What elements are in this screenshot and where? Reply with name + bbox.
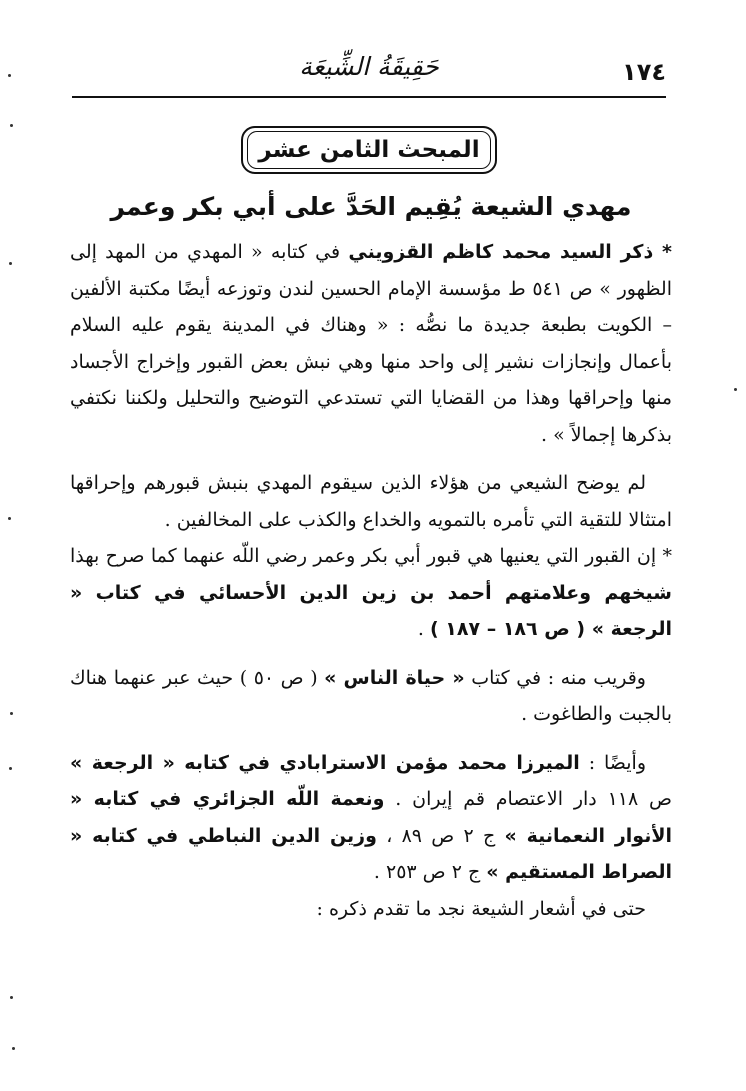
paragraph-5-segment-4: ونعمة اللّه الجزائري في كتابه « الأنوار النعمانية »	[70, 788, 673, 847]
paragraph-4-segment-2: « حياة الناس »	[324, 666, 465, 689]
running-title: حَقِيقَةُ الشِّيعَة	[299, 52, 439, 81]
section-title: المبحث الثامن عشر	[258, 137, 480, 163]
paragraph-3-segment-2: شيخهم وعلامتهم أحمد بن زين الدين الأحسائي في كتاب « الرجعة » ( ص ١٨٦ – ١٨٧ )	[70, 581, 672, 640]
chapter-heading: مهدي الشيعة يُقِيم الحَدَّ على أبي بكر وعمر	[110, 192, 632, 221]
paragraph-5	[70, 745, 672, 891]
header-rule	[72, 96, 666, 98]
paragraph-3	[70, 538, 672, 648]
scan-speck	[9, 767, 12, 770]
paragraph-2	[70, 465, 672, 538]
page-content	[70, 180, 672, 927]
paragraph-6-segment-1: حتى في أشعار الشيعة نجد ما تقدم ذكره :	[316, 897, 646, 920]
paragraph-4	[70, 660, 672, 733]
paragraph-1	[70, 234, 672, 453]
scan-speck	[10, 712, 13, 715]
paragraph-5-segment-2: الميرزا محمد مؤمن الاسترابادي في كتابه « الرجعة »	[70, 751, 580, 774]
section-title-box	[241, 126, 497, 174]
scan-speck	[734, 388, 737, 391]
paragraph-5-segment-5: ج ٢ ص ٨٩ ،	[376, 824, 505, 847]
paragraph-1-segment-2: في كتابه « المهدي من المهد إلى الظهور » ص ٥٤١ ط مؤسسة الإمام الحسين لندن وتوزعه أيضًا مكتبة الألفين – الكويت بطبعة جديدة ما نصُّه : « وهناك في المدينة يقوم عليه السلام بأعمال وإنجازات نشير إلى واحد منها وهي نبش بعض القبور وإخراج الأجساد منها وإحراقها وهذا من القضايا التي تستدعي التوضيح والتحليل ولكننا نكتفي بذكرها إجمالاً » .	[70, 241, 672, 446]
paragraph-5-segment-3: ص ١١٨ دار الاعتصام قم إيران .	[384, 788, 672, 810]
paragraph-3-segment-1: * إن القبور التي يعنيها هي قبور أبي بكر وعمر رضي اللّه عنهما كما صرح بهذا	[70, 545, 672, 567]
paragraph-5-segment-6: وزين الدين النباطي في كتابه « الصراط المستقيم »	[70, 824, 672, 883]
scan-speck	[9, 262, 12, 265]
scan-speck	[10, 996, 13, 999]
scan-speck	[10, 124, 13, 127]
scan-speck	[12, 1047, 15, 1050]
paragraph-4-segment-3: ( ص ٥٠ ) حيث عبر عنهما هناك بالجبت والطاغوت .	[70, 666, 672, 725]
scan-speck	[8, 517, 11, 520]
paragraph-4-segment-1: وقريب منه : في كتاب	[464, 666, 646, 689]
page-number: ١٧٤	[622, 58, 666, 86]
paragraph-6	[70, 891, 672, 928]
paragraph-1-segment-1: * ذكر السيد محمد كاظم القزويني	[348, 241, 672, 263]
page-header	[72, 52, 666, 98]
paragraph-5-segment-7: ج ٢ ص ٢٥٣ .	[373, 861, 487, 883]
paragraph-5-segment-1: وأيضًا :	[579, 751, 646, 774]
paragraph-3-segment-3: .	[417, 618, 430, 640]
paragraph-2-segment-1: لم يوضح الشيعي من هؤلاء الذين سيقوم المهدي بنبش قبورهم وإحراقها امتثالا للتقية التي تأمره بالتمويه والخداع والكذب على المخالفين .	[70, 472, 672, 531]
scan-speck	[8, 74, 11, 77]
